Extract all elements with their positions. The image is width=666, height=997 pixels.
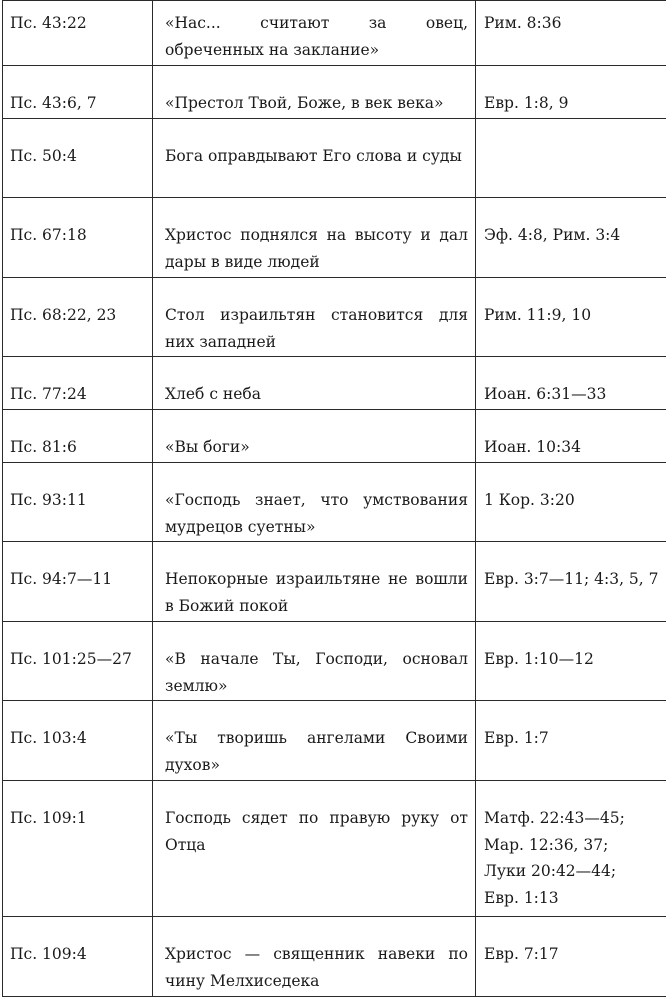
table-row (3, 119, 666, 198)
quotation-text: Непокорные израильтяне не вошли в Божий покой (153, 542, 476, 622)
table-row (3, 66, 666, 119)
table-row (3, 410, 666, 463)
nt-reference-line: Евр. 1:13 (484, 885, 663, 912)
nt-reference-line: 1 Кор. 3:20 (484, 487, 663, 514)
nt-reference (476, 701, 666, 781)
nt-reference-line: Мар. 12:36, 37; (484, 832, 663, 859)
nt-reference-line: Луки 20:42—44; (484, 858, 663, 885)
nt-reference-line: Евр. 1:10—12 (484, 646, 663, 673)
nt-reference-line: Евр. 7:17 (484, 941, 663, 968)
nt-reference (476, 119, 666, 198)
nt-reference (476, 357, 666, 410)
nt-reference-line: Евр. 1:7 (484, 725, 663, 752)
quotation-text: Христос — священник навеки по чину Мелхиседека (153, 917, 476, 997)
psalm-references-table (2, 0, 666, 997)
psalm-reference: Пс. 94:7—11 (3, 542, 153, 622)
table-row (3, 781, 666, 917)
table-row (3, 622, 666, 701)
nt-reference-line: Рим. 8:36 (484, 10, 663, 37)
psalm-reference: Пс. 93:11 (3, 463, 153, 542)
nt-reference (476, 410, 666, 463)
quotation-text: Хлеб с неба (153, 357, 476, 410)
quotation-text: Господь сядет по правую руку от Отца (153, 781, 476, 917)
table-row (3, 357, 666, 410)
table-row (3, 542, 666, 622)
table-row (3, 463, 666, 542)
table-row (3, 1, 666, 66)
nt-reference-line: Эф. 4:8, Рим. 3:4 (484, 222, 663, 249)
quotation-text: Христос поднялся на высоту и дал дары в виде людей (153, 198, 476, 278)
nt-reference (476, 198, 666, 278)
nt-reference (476, 278, 666, 357)
psalm-reference: Пс. 101:25—27 (3, 622, 153, 701)
quotation-text: «В начале Ты, Господи, основал землю» (153, 622, 476, 701)
psalm-reference: Пс. 43:6, 7 (3, 66, 153, 119)
quotation-text: Бога оправдывают Его слова и суды (153, 119, 476, 198)
quotation-text: «Ты творишь ангелами Своими духов» (153, 701, 476, 781)
nt-reference (476, 1, 666, 66)
psalm-reference: Пс. 50:4 (3, 119, 153, 198)
psalm-reference: Пс. 109:4 (3, 917, 153, 997)
table-row (3, 917, 666, 997)
nt-reference-line: Евр. 3:7—11; 4:3, 5, 7 (484, 566, 663, 593)
quotation-text: Стол израильтян становится для них западней (153, 278, 476, 357)
nt-reference-line: Рим. 11:9, 10 (484, 302, 663, 329)
nt-reference-line: Иоан. 10:34 (484, 434, 663, 461)
psalm-reference: Пс. 68:22, 23 (3, 278, 153, 357)
nt-reference (476, 622, 666, 701)
nt-reference (476, 463, 666, 542)
nt-reference (476, 66, 666, 119)
psalm-reference: Пс. 103:4 (3, 701, 153, 781)
table-row (3, 278, 666, 357)
table-row (3, 198, 666, 278)
quotation-text: «Нас... считают за овец, обреченных на заклание» (153, 1, 476, 66)
nt-reference (476, 542, 666, 622)
psalm-reference: Пс. 67:18 (3, 198, 153, 278)
table-row (3, 701, 666, 781)
quotation-text: «Престол Твой, Боже, в век века» (153, 66, 476, 119)
quotation-text: «Вы боги» (153, 410, 476, 463)
nt-reference-line: Матф. 22:43—45; (484, 805, 663, 832)
nt-reference (476, 917, 666, 997)
quotation-text: «Господь знает, что умствования мудрецов суетны» (153, 463, 476, 542)
psalm-reference: Пс. 43:22 (3, 1, 153, 66)
nt-reference-line: Евр. 1:8, 9 (484, 90, 663, 117)
psalm-reference: Пс. 109:1 (3, 781, 153, 917)
nt-reference (476, 781, 666, 917)
psalm-reference: Пс. 81:6 (3, 410, 153, 463)
nt-reference-line: Иоан. 6:31—33 (484, 381, 663, 408)
psalm-reference: Пс. 77:24 (3, 357, 153, 410)
